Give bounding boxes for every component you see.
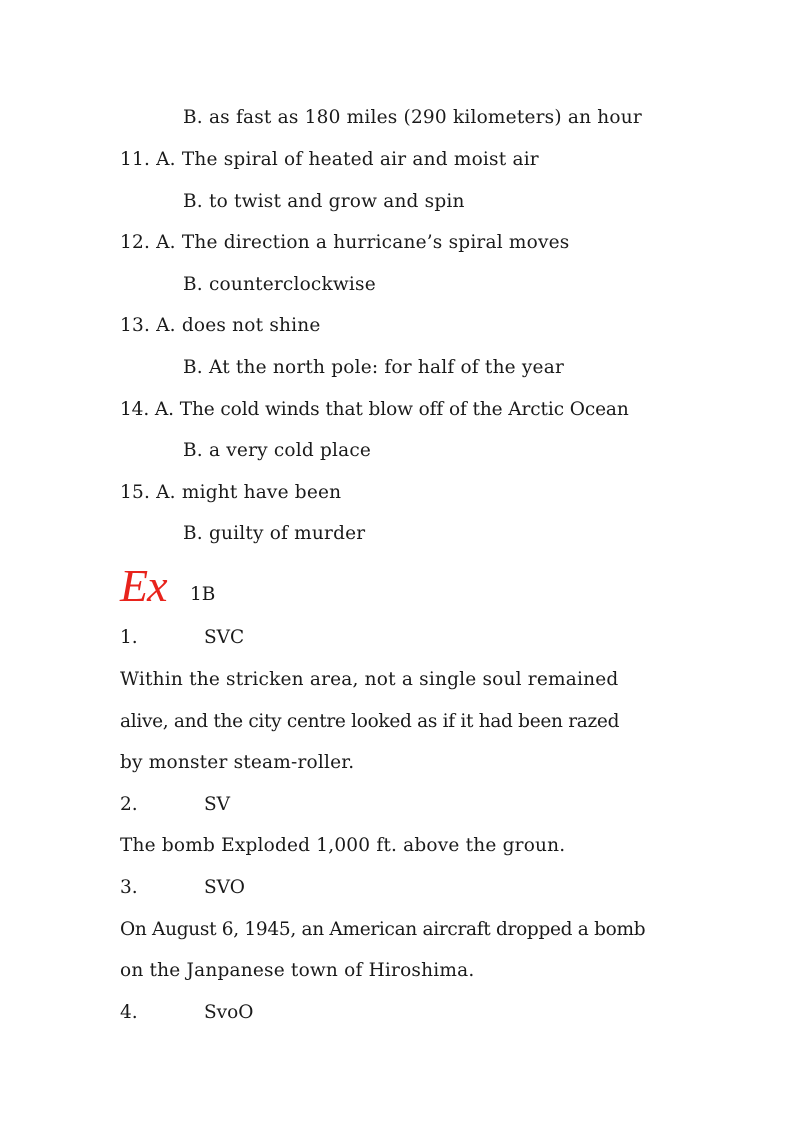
answer-line — [120, 398, 629, 422]
answer-line — [120, 148, 539, 172]
answer-text: B. At the north pole: for half of the year — [183, 357, 564, 378]
example-sentence-line: on the Janpanese town of Hiroshima. — [120, 960, 475, 981]
sentence-pattern: SVC — [204, 627, 245, 648]
answer-text: A. The direction a hurricane’s spiral moves — [156, 232, 570, 253]
answer-line — [120, 231, 569, 255]
item-number: 4. — [120, 1002, 138, 1023]
answer-text: B. as fast as 180 miles (290 kilometers) an hour — [183, 107, 642, 128]
answer-line — [183, 273, 376, 297]
example-sentence-line: by monster steam-roller. — [120, 752, 355, 773]
sentence-pattern: SVO — [204, 877, 245, 898]
answer-text: A. The cold winds that blow off of the Arctic Ocean — [154, 399, 629, 420]
item-number: 2. — [120, 794, 138, 815]
answer-line — [120, 314, 321, 338]
item-number: 3. — [120, 877, 138, 898]
answer-number: 13. — [120, 315, 151, 336]
example-sentence-line: On August 6, 1945, an American aircraft dropped a bomb — [120, 919, 646, 940]
answer-line — [183, 356, 564, 380]
sentence-pattern: SvoO — [204, 1002, 254, 1023]
exercise-subheading: 1B — [190, 584, 216, 605]
answer-number: 11. — [120, 149, 151, 170]
answer-number: 14. — [120, 399, 150, 420]
example-sentence-line: alive, and the city centre looked as if it had been razed — [120, 711, 620, 732]
item-number: 1. — [120, 627, 138, 648]
exercise-heading: Ex — [120, 560, 167, 611]
answer-line — [183, 106, 642, 130]
answer-text: A. might have been — [156, 482, 342, 503]
answer-text: A. does not shine — [156, 315, 321, 336]
answer-text: A. The spiral of heated air and moist air — [156, 149, 539, 170]
answer-line — [183, 190, 465, 214]
answer-text: B. counterclockwise — [183, 274, 376, 295]
answer-line — [120, 481, 341, 505]
answer-text: B. to twist and grow and spin — [183, 191, 465, 212]
answer-number: 12. — [120, 232, 151, 253]
sentence-pattern: SV — [204, 794, 231, 815]
example-sentence-line: Within the stricken area, not a single soul remained — [120, 669, 619, 690]
answer-line — [183, 522, 365, 546]
answer-line — [183, 439, 371, 463]
example-sentence-line: The bomb Exploded 1,000 ft. above the groun. — [120, 835, 566, 856]
answer-number: 15. — [120, 482, 151, 503]
answer-text: B. a very cold place — [183, 440, 372, 461]
answer-text: B. guilty of murder — [183, 523, 366, 544]
